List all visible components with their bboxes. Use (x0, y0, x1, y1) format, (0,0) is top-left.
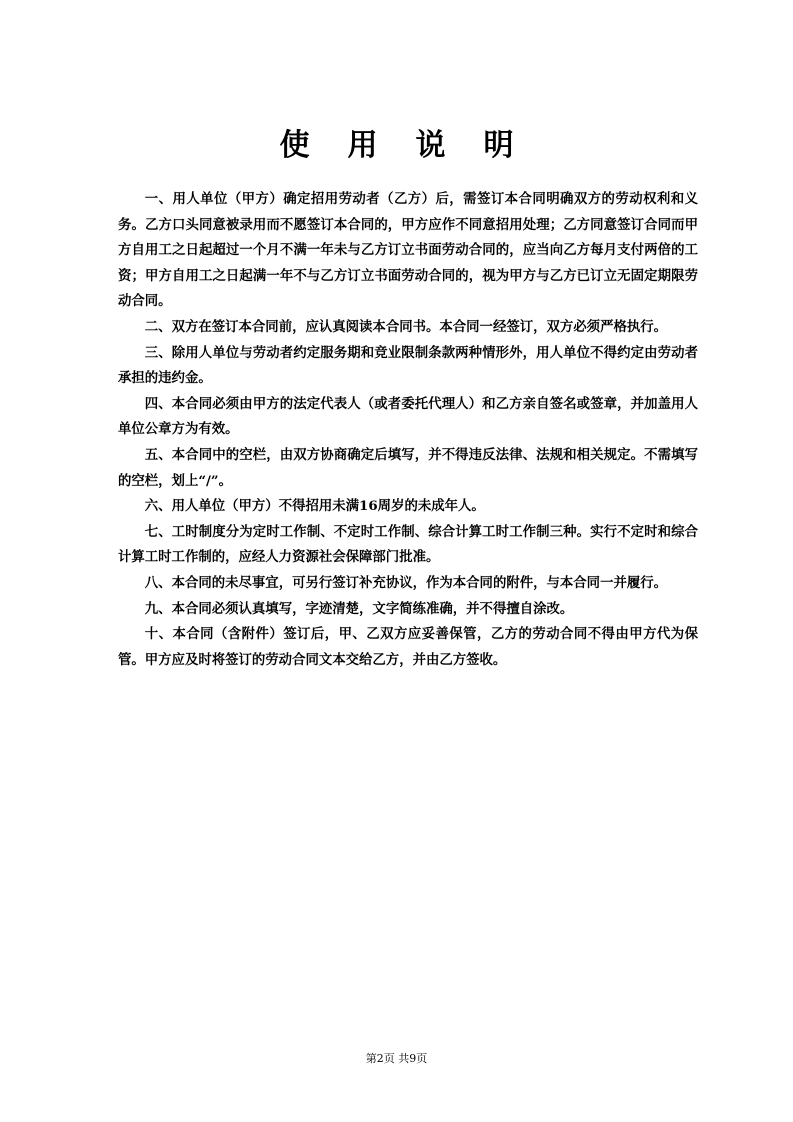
instruction-item-1: 一、用人单位（甲方）确定招用劳动者（乙方）后，需签订本合同明确双方的劳动权利和义务。乙方口头同意被录用而不愿签订本合同的，甲方应作不同意招用处理；乙方同意签订合同而甲方自用工之日起超过一个月不满一年未与乙方订立书面劳动合同的，应当向乙方每月支付两倍的工资；甲方自用工之日起满一年不与乙方订立书面劳动合同的，视为甲方与乙方已订立无固定期限劳动合同。 (118, 191, 698, 310)
instruction-item-9: 九、本合同必须认真填写，字迹清楚，文字简练准确，并不得擅自涂改。 (144, 600, 574, 617)
instruction-item-4: 四、本合同必须由甲方的法定代表人（或者委托代理人）和乙方亲自签名或签章，并加盖用人单位公章方为有效。 (118, 395, 698, 438)
instruction-item-8: 八、本合同的未尽事宜，可另行签订补充协议，作为本合同的附件，与本合同一并履行。 (144, 574, 668, 591)
instruction-item-3: 三、除用人单位与劳动者约定服务期和竞业限制条款两种情形外，用人单位不得约定由劳动者承担的违约金。 (118, 344, 698, 387)
instruction-item-6: 六、用人单位（甲方）不得招用未满16周岁的未成年人。 (144, 498, 485, 515)
instruction-item-10: 十、本合同（含附件）签订后，甲、乙双方应妥善保管，乙方的劳动合同不得由甲方代为保管。甲方应及时将签订的劳动合同文本交给乙方，并由乙方签收。 (118, 626, 698, 668)
instruction-item-5: 五、本合同中的空栏，由双方协商确定后填写，并不得违反法律、法规和相关规定。不需填写的空栏，划上“/”。 (118, 446, 698, 489)
instruction-item-2: 二、双方在签订本合同前，应认真阅读本合同书。本合同一经签订，双方必须严格执行。 (144, 318, 668, 335)
page-title: 使用说明 (279, 128, 552, 163)
instruction-item-7: 七、工时制度分为定时工作制、不定时工作制、综合计算工时工作制三种。实行不定时和综合计算工时工作制的，应经人力资源社会保障部门批准。 (118, 523, 698, 566)
page-number-footer: 第2页 共9页 (365, 1052, 428, 1065)
instructions-body (118, 187, 698, 673)
